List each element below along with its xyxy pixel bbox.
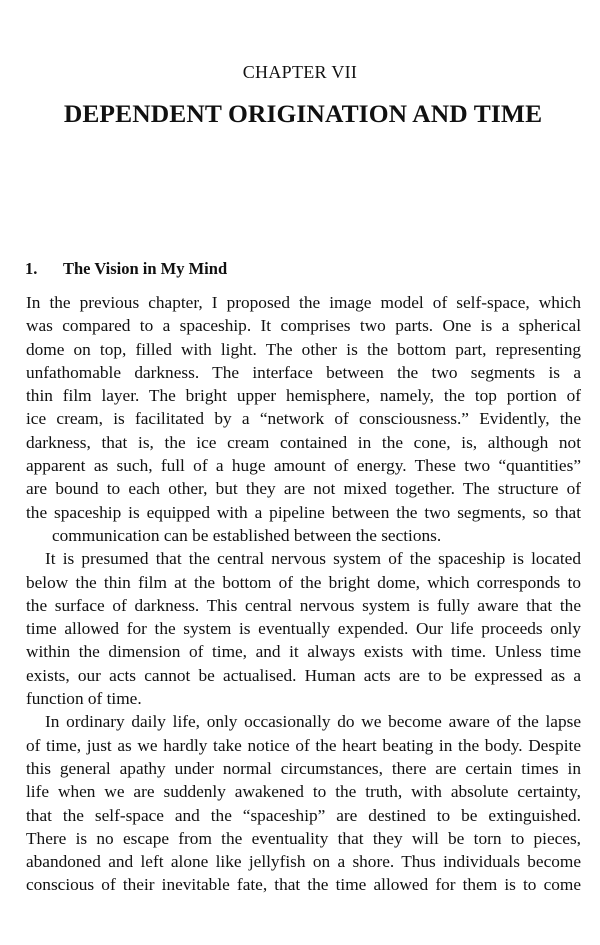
text-line: dome on top, filled with light. The other is the bottom part, representing [26, 339, 581, 359]
text-line: this general apathy under normal circumstances, there are certain times in [26, 758, 581, 778]
text-line: It is presumed that the central nervous system of the spaceship is located [45, 549, 581, 569]
text-line: In ordinary daily life, only occasionally do we become aware of the lapse [45, 712, 581, 732]
text-line: darkness, that is, the ice cream contained in the cone, is, although not [26, 432, 581, 452]
text-line: are bound to each other, but they are not mixed together. The structure of [26, 479, 581, 499]
text-line: function of time. [26, 689, 142, 709]
text-line: abandoned and left alone like jellyfish on a shore. Thus individuals become [26, 852, 581, 872]
text-line: below the thin film at the bottom of the bright dome, which corresponds to [26, 572, 581, 592]
text-line: exists, our acts cannot be actualised. Human acts are to be expressed as a [26, 665, 581, 685]
text-line: ice cream, is facilitated by a “network of consciousness.” Evidently, the [26, 409, 581, 429]
text-line: In the previous chapter, I proposed the image model of self-space, which [26, 293, 581, 312]
text-line: that the self-space and the “spaceship” are destined to be extinguished. [26, 805, 581, 825]
text-line: communication can be established between the sections. [52, 525, 442, 545]
text-line: apparent as such, full of a huge amount of energy. These two “quantities” [26, 456, 581, 476]
text-line: life when we are suddenly awakened to the truth, with absolute certainty, [26, 782, 581, 802]
text-line: of time, just as we hardly take notice of the heart beating in the body. Despite [26, 735, 581, 755]
text-line: the surface of darkness. This central nervous system is fully aware that the [26, 595, 581, 615]
body-text [26, 291, 581, 897]
paragraph-1 [26, 291, 581, 547]
text-line: There is no escape from the eventuality that they will be torn to pieces, [26, 828, 581, 848]
paragraph-2 [26, 547, 581, 710]
text-line: unfathomable darkness. The interface between the two segments is a [26, 362, 581, 382]
chapter-label: CHAPTER VII [242, 62, 358, 82]
section-title: The Vision in My Mind [63, 259, 228, 278]
text-line: within the dimension of time, and it always exists with time. Unless time [26, 642, 581, 662]
chapter-title: DEPENDENT ORIGINATION AND TIME [63, 99, 543, 128]
section-heading [25, 259, 227, 279]
text-line: thin film layer. The bright upper hemisphere, namely, the top portion of [26, 386, 581, 406]
paragraph-3 [26, 710, 581, 896]
text-line: time allowed for the system is eventually expended. Our life proceeds only [26, 619, 581, 639]
section-number: 1. [25, 259, 38, 278]
text-line: conscious of their inevitable fate, that the time allowed for them is to come [26, 875, 581, 895]
text-line: the spaceship is equipped with a pipeline between the two segments, so that [26, 502, 581, 522]
text-line: was compared to a spaceship. It comprises two parts. One is a spherical [26, 316, 581, 336]
